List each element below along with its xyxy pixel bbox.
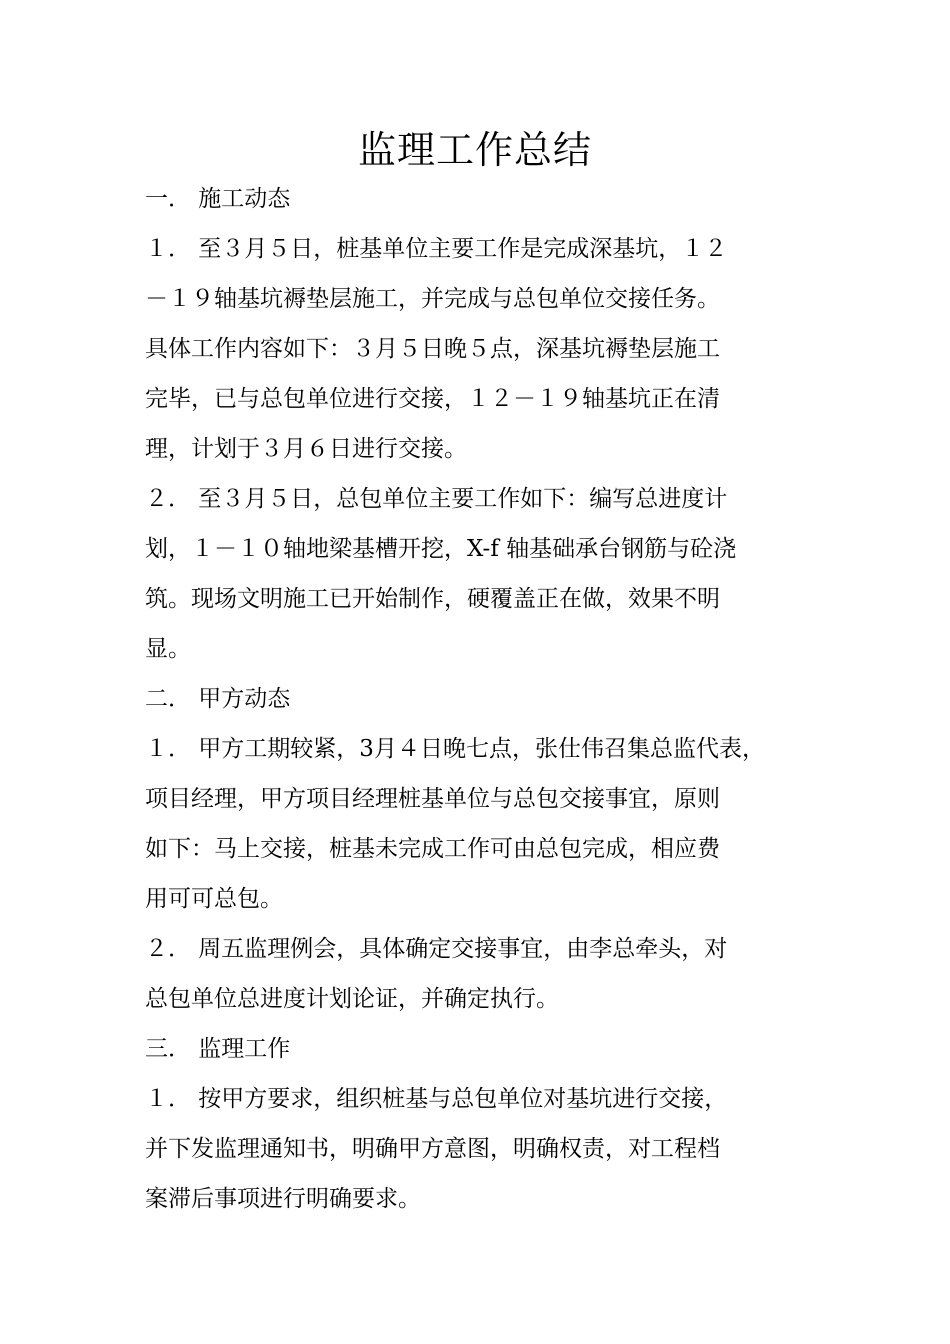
paragraph-line: 项目经理，甲方项目经理桩基单位与总包交接事宜，原则 bbox=[145, 786, 720, 812]
paragraph-line: 完毕，已与总包单位进行交接，１２－１９轴基坑正在清 bbox=[145, 386, 720, 412]
paragraph-line: 筑。现场文明施工已开始制作，硬覆盖正在做，效果不明 bbox=[145, 586, 720, 612]
paragraph-line: 显。 bbox=[145, 636, 191, 662]
section-heading-supervision: 三． 监理工作 bbox=[145, 1036, 291, 1062]
paragraph-line: １． 至３月５日，桩基单位主要工作是完成深基坑，１２ bbox=[145, 236, 728, 262]
section-heading-construction: 一． 施工动态 bbox=[145, 186, 291, 212]
paragraph-line: １． 按甲方要求，组织桩基与总包单位对基坑进行交接， bbox=[145, 1086, 728, 1112]
section-heading-owner: 二． 甲方动态 bbox=[145, 686, 291, 712]
paragraph-line: 并下发监理通知书，明确甲方意图，明确权责，对工程档 bbox=[145, 1136, 720, 1162]
paragraph-line: 总包单位总进度计划论证，并确定执行。 bbox=[145, 986, 559, 1012]
paragraph-line: 划，１－１０轴地梁基槽开挖，X-f 轴基础承台钢筋与砼浇 bbox=[145, 536, 737, 562]
paragraph-line: 案滞后事项进行明确要求。 bbox=[145, 1186, 421, 1212]
paragraph-line: 如下：马上交接，桩基未完成工作可由总包完成，相应费 bbox=[145, 836, 720, 862]
paragraph-line: －１９轴基坑褥垫层施工，并完成与总包单位交接任务。 bbox=[145, 286, 720, 312]
paragraph-line: １． 甲方工期较紧，3月４日晚七点，张仕伟召集总监代表， bbox=[145, 736, 765, 762]
paragraph-line: 具体工作内容如下：３月５日晚５点，深基坑褥垫层施工 bbox=[145, 336, 720, 362]
document-title: 监理工作总结 bbox=[357, 128, 592, 172]
paragraph-line: ２． 周五监理例会，具体确定交接事宜，由李总牵头，对 bbox=[145, 936, 728, 962]
paragraph-line: 用可可总包。 bbox=[145, 886, 283, 912]
paragraph-line: ２． 至３月５日，总包单位主要工作如下：编写总进度计 bbox=[145, 486, 728, 512]
paragraph-line: 理，计划于３月６日进行交接。 bbox=[145, 436, 467, 462]
